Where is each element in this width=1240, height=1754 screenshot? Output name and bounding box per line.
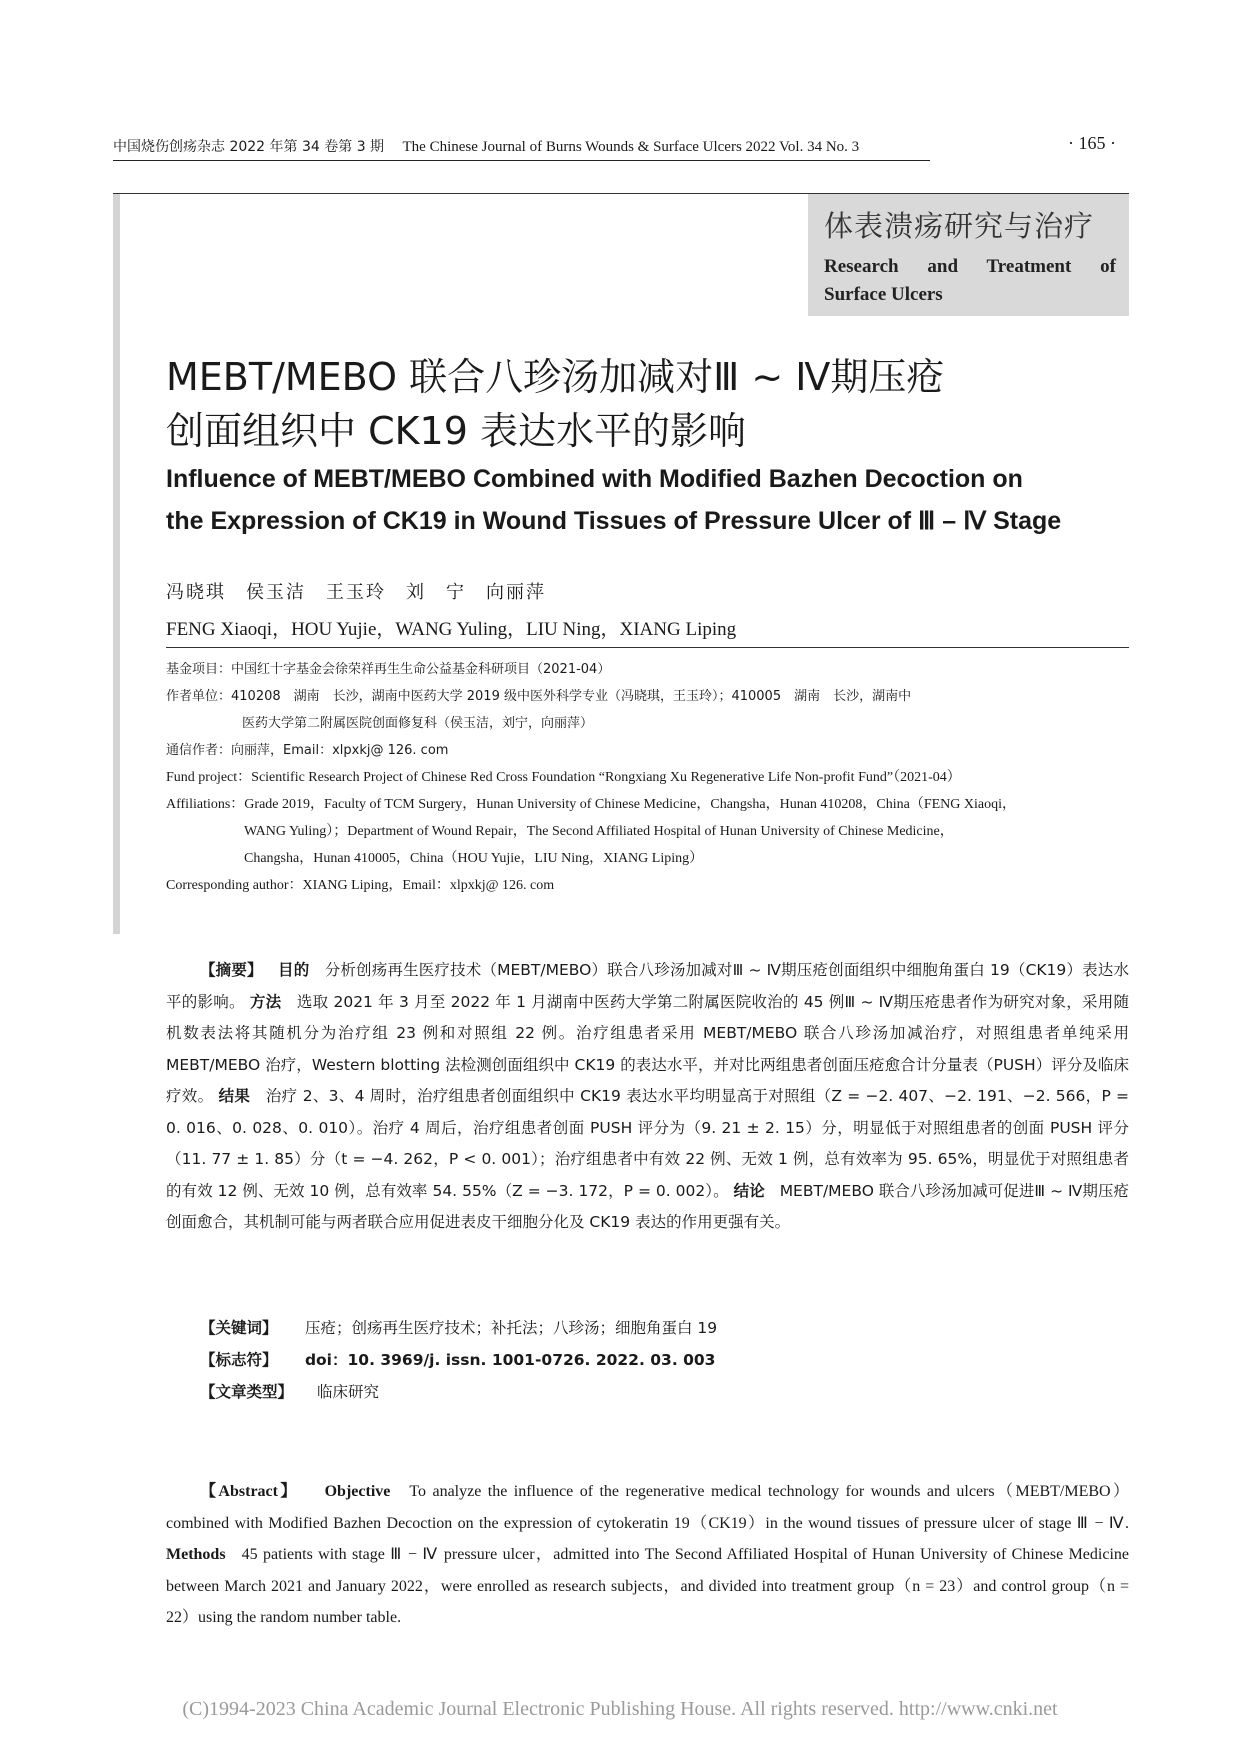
title-en-line2: the Expression of CK19 in Wound Tissues of Pressure Ulcer of Ⅲ – Ⅳ Stage [166,507,1062,535]
methods-en-text: 45 patients with stage Ⅲ − Ⅳ pressure ulcer，admitted into The Second Affiliated Hospital of Hunan University of Chinese Medicine between March 2021 and January 2022，were enrolled as research subjects，and divided into treatment group（n = 23）and control group（n = 22）using the random number table. [166,1546,1130,1626]
article-type-label: 【文章类型】 [200,1383,294,1401]
title-cn-line1: MEBT/MEBO 联合八珍汤加减对Ⅲ ~ Ⅳ期压疮 [166,355,945,399]
keywords-text: 压疮；创疡再生医疗技术；补托法；八珍汤；细胞角蛋白 19 [304,1319,718,1337]
authors-en: FENG Xiaoqi，HOU Yujie，WANG Yuling，LIU Ning，XIANG Liping [166,619,737,640]
article-type-text: 临床研究 [316,1383,379,1401]
doi-label: 【标志符】 [200,1351,278,1369]
corresponding-cn: 通信作者：向丽萍，Email：xlpxkj@ 126. com [166,743,449,758]
authors-cn: 冯晓琪 侯玉洁 王玉玲 刘 宁 向丽萍 [166,582,546,603]
column-label-box [808,194,1129,316]
keywords-line [200,1316,717,1338]
header-rule [113,160,930,161]
title-en-line1: Influence of MEBT/MEBO Combined with Modified Bazhen Decoction on [166,465,1023,493]
doi-text: doi：10. 3969/j. issn. 1001-0726. 2022. 03. 003 [304,1351,716,1369]
affiliation-cn-1: 作者单位：410208 湖南 长沙，湖南中医药大学 2019 级中医外科学专业（冯晓琪，王玉玲）；410005 湖南 长沙，湖南中 [166,689,912,704]
conclusion-cn-text: MEBT/MEBO 联合八珍汤加减可促进Ⅲ ~ Ⅳ期压疮创面愈合，其机制可能与两者联合应用促进表皮干细胞分化及 CK19 表达的作用更强有关。 [166,1181,1129,1231]
copyright-footer: (C)1994-2023 China Academic Journal Electronic Publishing House. All rights reserved. http://www.cnki.net [182,1698,1058,1720]
running-header [113,133,1116,156]
fund-en: Fund project：Scientific Research Project of Chinese Red Cross Foundation “Rongxiang Xu Regenerative Life Non-profit Fund”（2021-04） [166,770,961,785]
column-title-cn: 体表溃疡研究与治疗 [824,209,1095,243]
abstract-en [166,1476,1129,1634]
article-title-cn [166,350,1126,458]
title-cn-line2: 创面组织中 CK19 表达水平的影响 [166,409,746,453]
authors-rule [166,647,1129,648]
journal-name-en: The Chinese Journal of Burns Wounds & Surface Ulcers 2022 Vol. 34 No. 3 [402,139,860,155]
meta-info-cn [166,656,1126,764]
affiliation-en-2: WANG Yuling）；Department of Wound Repair，The Second Affiliated Hospital of Hunan University of Chinese Medicine， [244,824,954,839]
affiliation-en-1: Affiliations：Grade 2019，Faculty of TCM Surgery，Hunan University of Chinese Medicine，Changsha，Hunan 410208，China（FENG Xiaoqi， [166,797,1017,812]
page-number: · 165 · [1068,133,1116,153]
corresponding-en: Corresponding author：XIANG Liping，Email：xlpxkj@ 126. com [166,878,555,893]
objective-en-label: Objective [324,1483,391,1500]
objective-cn-text: 分析创疡再生医疗技术（MEBT/MEBO）联合八珍汤加减对Ⅲ ~ Ⅳ期压疮创面组织中细胞角蛋白 19（CK19）表达水平的影响。 [166,961,1129,1011]
affiliation-cn-2: 医药大学第二附属医院创面修复科（侯玉洁，刘宁，向丽萍） [242,716,594,731]
methods-en-label: Methods [166,1546,226,1563]
abstract-cn-label: 【摘要】 [200,961,263,979]
article-type-line [200,1380,379,1402]
results-cn-text: 治疗 2、3、4 周时，治疗组患者创面组织中 CK19 表达水平均明显高于对照组（Z = −2. 407、−2. 191、−2. 566，P = 0. 016、0. 028、0. 010）。治疗 4 周后，治疗组患者创面 PUSH 评分为（9. 21 ± 2. 15）分，明显低于对照组患者的创面 PUSH 评分（11. 77 ± 1. 85）分（t = −4. 262，P < 0. 001）；治疗组患者中有效 22 例、无效 1 例，总有效率为 95. 65%，明显优于对照组患者的有效 12 例、无效 10 例，总有效率 54. 55%（Z = −3. 172，P = 0. 002）。 [166,1087,1130,1200]
fund-cn: 基金项目：中国红十字基金会徐荣祥再生生命公益基金科研项目（2021-04） [166,662,611,677]
objective-en-text: To analyze the influence of the regenerative medical technology for wounds and ulcers（MEBT/MEBO）combined with Modified Bazhen Decoction on the expression of cytokeratin 19（CK19）in the wound tissues of pressure ulcer of stage Ⅲ − Ⅳ. [166,1483,1130,1532]
column-title-en-line1: Research and Treatment of [824,256,1116,277]
column-title-en-line2: Surface Ulcers [824,284,943,305]
objective-cn-label: 目的 [278,961,310,979]
meta-info-en [166,764,1126,899]
doi-line [200,1348,715,1370]
abstract-cn [166,955,1129,1239]
results-cn-label: 结果 [218,1087,251,1105]
methods-cn-label: 方法 [249,992,282,1011]
affiliation-en-3: Changsha，Hunan 410005，China（HOU Yujie，LIU Ning，XIANG Liping） [244,851,704,866]
left-decorative-bar [113,194,120,934]
abstract-en-label: 【Abstract】 [200,1483,299,1500]
keywords-label: 【关键词】 [200,1319,278,1337]
article-title-en [166,458,1126,542]
methods-cn-text: 选取 2021 年 3 月至 2022 年 1 月湖南中医药大学第二附属医院收治的 45 例Ⅲ ~ Ⅳ期压疮患者作为研究对象，采用随机数表法将其随机分为治疗组 23 例和对照组 22 例。治疗组患者采用 MEBT/MEBO 联合八珍汤加减治疗，对照组患者单纯采用 MEBT/MEBO 治疗，Western blotting 法检测创面组织中 CK19 的表达水平，并对比两组患者创面压疮愈合计分量表（PUSH）评分及临床疗效。 [166,992,1130,1105]
journal-name-cn: 中国烧伤创疡杂志 2022 年第 34 卷第 3 期 [113,139,385,155]
conclusion-cn-label: 结论 [733,1181,765,1200]
